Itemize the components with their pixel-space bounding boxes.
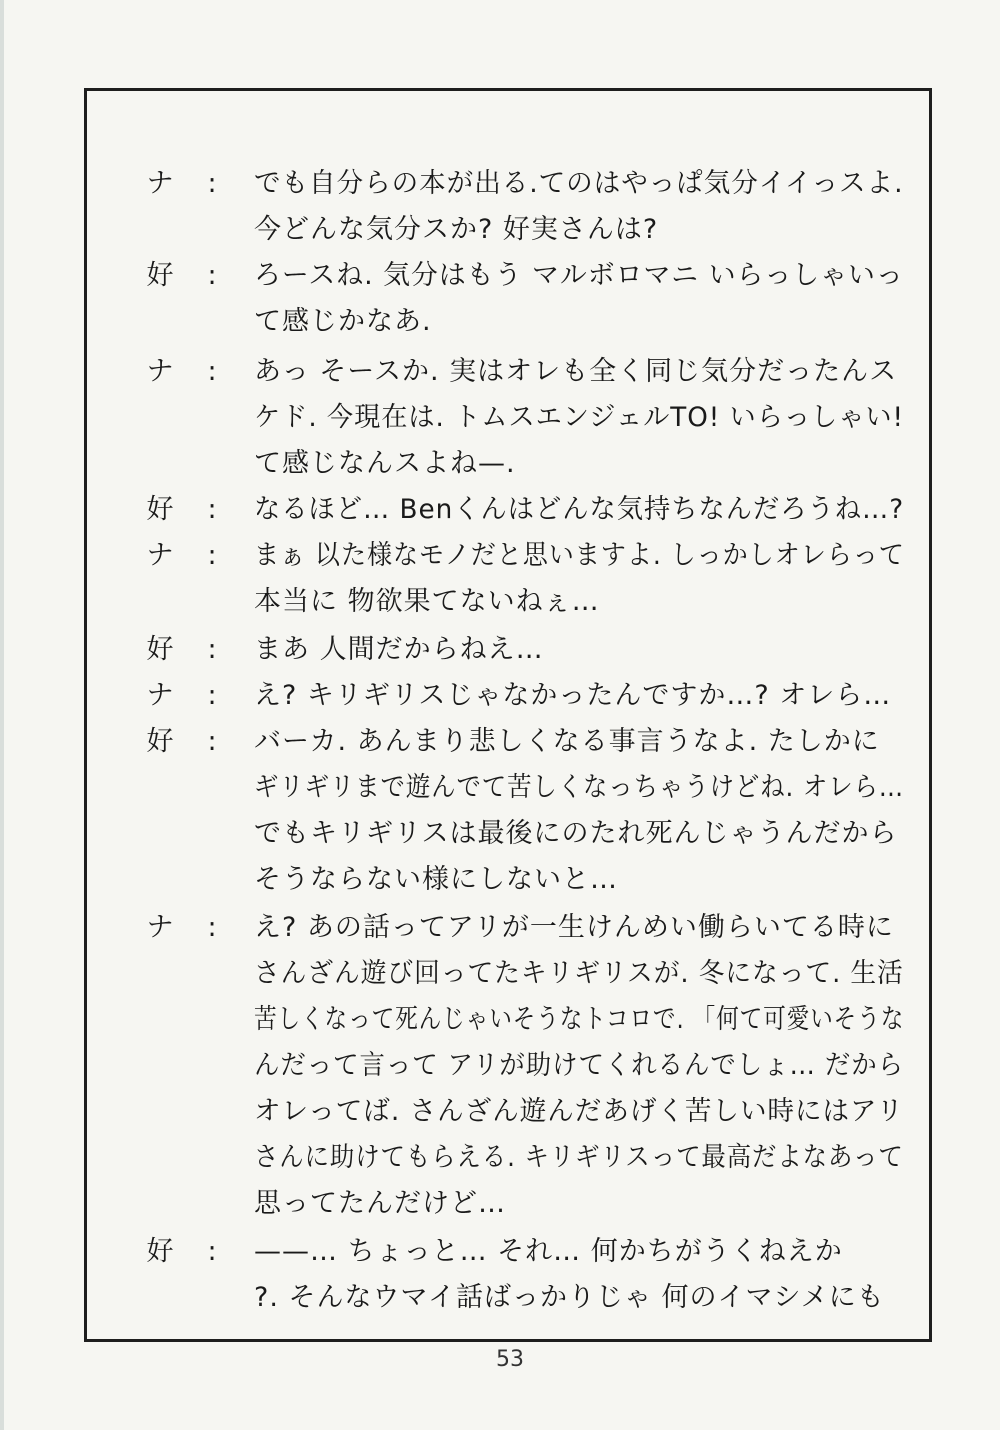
line-text: さんざん遊び回ってたキリギリスが. 冬になって. 生活: [254, 958, 904, 989]
speaker-label: 好: [146, 726, 174, 757]
dialogue-line: [0, 674, 1000, 718]
dialogue-line: [0, 580, 1000, 624]
dialogue-line: [0, 162, 1000, 206]
speaker-colon: :: [207, 356, 217, 387]
dialogue-line: [0, 858, 1000, 902]
dialogue-line: [0, 952, 1000, 996]
line-text: あっ そースか. 実はオレも全く同じ気分だったんス: [254, 356, 898, 387]
line-text: ——… ちょっと… それ… 何かちがうくねえか: [254, 1236, 843, 1267]
line-text: んだって言って アリが助けてくれるんでしょ… だから: [254, 1050, 905, 1081]
dialogue-line: [0, 812, 1000, 856]
speaker-label: 好: [146, 494, 174, 525]
dialogue-line: [0, 628, 1000, 672]
line-text: でもキリギリスは最後にのたれ死んじゃうんだから: [254, 818, 898, 849]
speaker-colon: :: [207, 1236, 217, 1267]
line-text: ケド. 今現在は. トムスエンジェルTO! いらっしゃい!: [254, 402, 904, 433]
speaker-colon: :: [207, 680, 217, 711]
speaker-colon: :: [207, 912, 217, 943]
dialogue-line: [0, 396, 1000, 440]
speaker-colon: :: [207, 168, 217, 199]
speaker-colon: :: [207, 634, 217, 665]
dialogue-line: [0, 488, 1000, 532]
line-text: 本当に 物欲果てないねぇ…: [254, 586, 600, 617]
line-text: さんに助けてもらえる. キリギリスって最高だよなあって: [254, 1142, 904, 1173]
line-text: そうならない様にしないと…: [254, 864, 618, 895]
dialogue-line: [0, 350, 1000, 394]
dialogue-line: [0, 300, 1000, 344]
line-text: 思ってたんだけど…: [254, 1188, 506, 1219]
line-text: ろースね. 気分はもう マルボロマニ いらっしゃいっ: [254, 260, 904, 291]
speaker-label: 好: [146, 1236, 174, 1267]
line-text: て感じかなあ.: [254, 306, 432, 337]
line-text: なるほど… Benくんはどんな気持ちなんだろうね…?: [254, 494, 905, 525]
speaker-colon: :: [207, 540, 217, 571]
line-text: 今どんな気分スか? 好実さんは?: [254, 214, 659, 245]
dialogue-line: [0, 1182, 1000, 1226]
dialogue-line: [0, 906, 1000, 950]
dialogue-line: [0, 998, 1000, 1042]
line-text: て感じなんスよね—.: [254, 448, 516, 479]
line-text: え? あの話ってアリが一生けんめい働らいてる時に: [254, 912, 894, 943]
line-text: ギリギリまで遊んでて苦しくなっちゃうけどね. オレら…: [254, 772, 905, 803]
dialogue-line: [0, 1136, 1000, 1180]
speaker-label: 好: [146, 634, 174, 665]
line-text: ?. そんなウマイ話ばっかりじゃ 何のイマシメにも: [254, 1282, 885, 1313]
dialogue-line: [0, 1044, 1000, 1088]
dialogue-line: [0, 720, 1000, 764]
speaker-colon: :: [207, 494, 217, 525]
dialogue-line: [0, 1230, 1000, 1274]
line-text: まぁ 以た様なモノだと思いますよ. しっかしオレらって: [254, 540, 905, 571]
dialogue-line: [0, 442, 1000, 486]
speaker-label: ナ: [146, 168, 174, 199]
speaker-colon: :: [207, 726, 217, 757]
dialogue-line: [0, 1090, 1000, 1134]
dialogue-line: [0, 1276, 1000, 1320]
speaker-label: ナ: [146, 912, 174, 943]
line-text: え? キリギリスじゃなかったんですか…? オレら…: [254, 680, 892, 711]
page-number: 53: [496, 1347, 524, 1372]
dialogue-line: [0, 208, 1000, 252]
line-text: バーカ. あんまり悲しくなる事言うなよ. たしかに: [254, 726, 880, 757]
line-text: オレってば. さんざん遊んだあげく苦しい時にはアリ: [254, 1096, 905, 1127]
dialogue-line: [0, 254, 1000, 298]
line-text: 苦しくなって死んじゃいそうなトコロで. 「何て可愛いそうな: [254, 1004, 905, 1035]
speaker-label: ナ: [146, 680, 174, 711]
speaker-label: 好: [146, 260, 174, 291]
speaker-label: ナ: [146, 540, 174, 571]
speaker-colon: :: [207, 260, 217, 291]
dialogue-line: [0, 534, 1000, 578]
line-text: でも自分らの本が出る.てのはやっぱ気分イイっスよ.: [254, 168, 904, 199]
speaker-label: ナ: [146, 356, 174, 387]
dialogue-line: [0, 766, 1000, 810]
line-text: まあ 人間だからねえ…: [254, 634, 544, 665]
